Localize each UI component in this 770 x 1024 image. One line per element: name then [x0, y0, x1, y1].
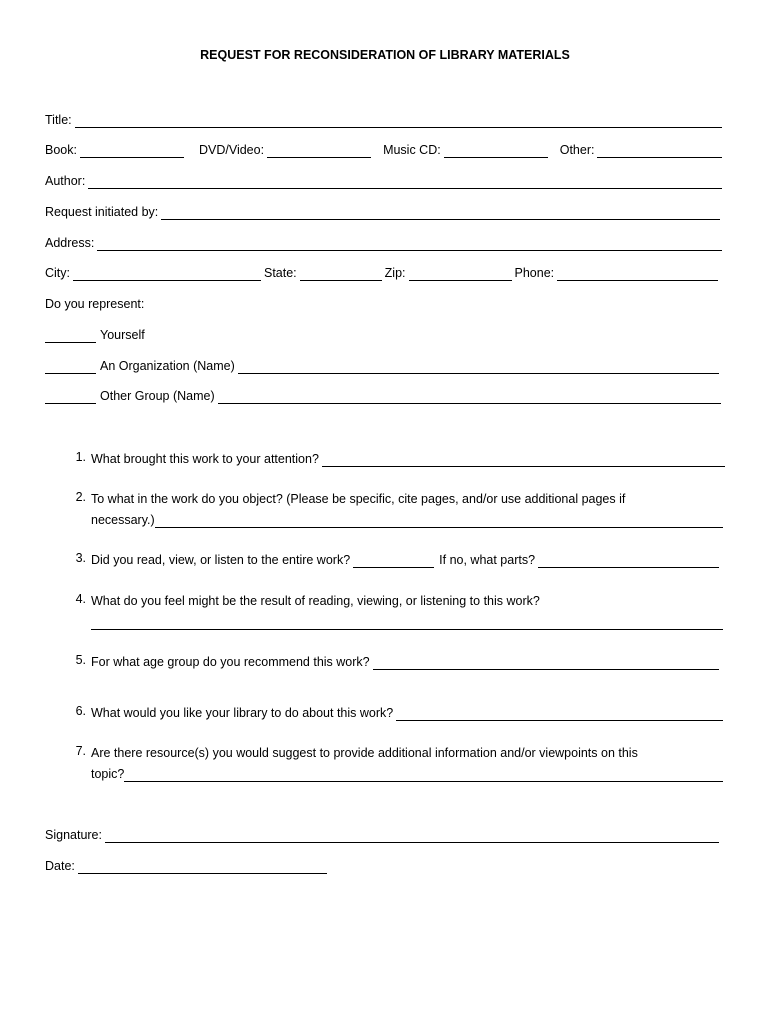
- represent-row: [45, 294, 722, 312]
- signature-label: Signature:: [45, 828, 102, 842]
- question-4-text: What do you feel might be the result of reading, viewing, or listening to this work?: [91, 594, 540, 608]
- question-4-number: 4.: [75, 592, 86, 606]
- initiated-label: Request initiated by:: [45, 205, 159, 219]
- phone-label: Phone:: [514, 266, 555, 280]
- question-7-number: 7.: [75, 744, 86, 758]
- organization-name-field[interactable]: [238, 361, 719, 374]
- question-3-followup-answer[interactable]: [538, 555, 719, 568]
- zip-field[interactable]: [409, 268, 512, 281]
- address-field[interactable]: [97, 238, 722, 251]
- organization-label: An Organization (Name): [100, 359, 235, 373]
- signature-field[interactable]: [105, 830, 719, 843]
- other-group-name-field[interactable]: [218, 391, 721, 404]
- dvd-label: DVD/Video:: [198, 143, 265, 157]
- cd-label: Music CD:: [383, 143, 441, 157]
- question-4-answer[interactable]: [91, 617, 723, 630]
- cd-field[interactable]: [444, 145, 548, 158]
- other-label: Other:: [559, 143, 595, 157]
- title-label: Title:: [45, 113, 72, 127]
- signature-row: [45, 825, 719, 843]
- date-field[interactable]: [78, 861, 327, 874]
- author-field[interactable]: [88, 176, 722, 189]
- city-row: [45, 263, 718, 281]
- address-row: [45, 233, 722, 251]
- date-row: [45, 856, 327, 874]
- question-1-text: What brought this work to your attention?: [91, 452, 319, 466]
- book-field[interactable]: [80, 145, 184, 158]
- represent-option-yourself: [45, 325, 722, 343]
- question-6-number: 6.: [75, 704, 86, 718]
- zip-label: Zip:: [384, 266, 406, 280]
- question-2-number: 2.: [75, 490, 86, 504]
- initiated-row: [45, 202, 720, 220]
- represent-option-organization: [45, 356, 719, 374]
- question-3-answer[interactable]: [353, 555, 434, 568]
- other-group-label: Other Group (Name): [100, 389, 215, 403]
- dvd-field[interactable]: [267, 145, 371, 158]
- question-3-text: Did you read, view, or listen to the entire work?: [91, 553, 351, 567]
- title-row: [45, 110, 722, 128]
- initiated-field[interactable]: [161, 207, 720, 220]
- question-6-answer[interactable]: [396, 708, 723, 721]
- other-field[interactable]: [597, 145, 722, 158]
- question-5-number: 5.: [75, 653, 86, 667]
- yourself-label: Yourself: [100, 328, 145, 342]
- represent-option-other-group: [45, 386, 721, 404]
- format-row: [45, 140, 722, 158]
- author-row: [45, 171, 722, 189]
- organization-blank[interactable]: [45, 361, 96, 374]
- question-2-answer[interactable]: [155, 515, 723, 528]
- yourself-blank[interactable]: [45, 330, 96, 343]
- other-group-blank[interactable]: [45, 391, 96, 404]
- state-label: State:: [264, 266, 297, 280]
- phone-field[interactable]: [557, 268, 718, 281]
- date-label: Date:: [45, 859, 75, 873]
- form-title: REQUEST FOR RECONSIDERATION OF LIBRARY MATERIALS: [200, 48, 570, 62]
- question-2-text-cont: necessary.): [91, 513, 155, 527]
- question-1-answer[interactable]: [322, 454, 725, 467]
- question-7-answer[interactable]: [124, 769, 723, 782]
- represent-question: Do you represent:: [45, 297, 145, 311]
- state-field[interactable]: [300, 268, 382, 281]
- question-5-answer[interactable]: [373, 657, 719, 670]
- question-6-text: What would you like your library to do about this work?: [91, 706, 394, 720]
- author-label: Author:: [45, 174, 86, 188]
- title-field[interactable]: [75, 115, 722, 128]
- book-label: Book:: [45, 143, 77, 157]
- question-3-number: 3.: [75, 551, 86, 565]
- question-3-followup-text: If no, what parts?: [439, 553, 536, 567]
- address-label: Address:: [45, 236, 95, 250]
- city-label: City:: [45, 266, 70, 280]
- question-7-text-cont: topic?: [91, 767, 125, 781]
- question-2-text: To what in the work do you object? (Please be specific, cite pages, and/or use additional pages if: [91, 492, 626, 506]
- question-1-number: 1.: [75, 450, 86, 464]
- question-5-text: For what age group do you recommend this work?: [91, 655, 370, 669]
- question-7-text: Are there resource(s) you would suggest to provide additional information and/or viewpoints on this: [91, 746, 638, 760]
- city-field[interactable]: [73, 268, 261, 281]
